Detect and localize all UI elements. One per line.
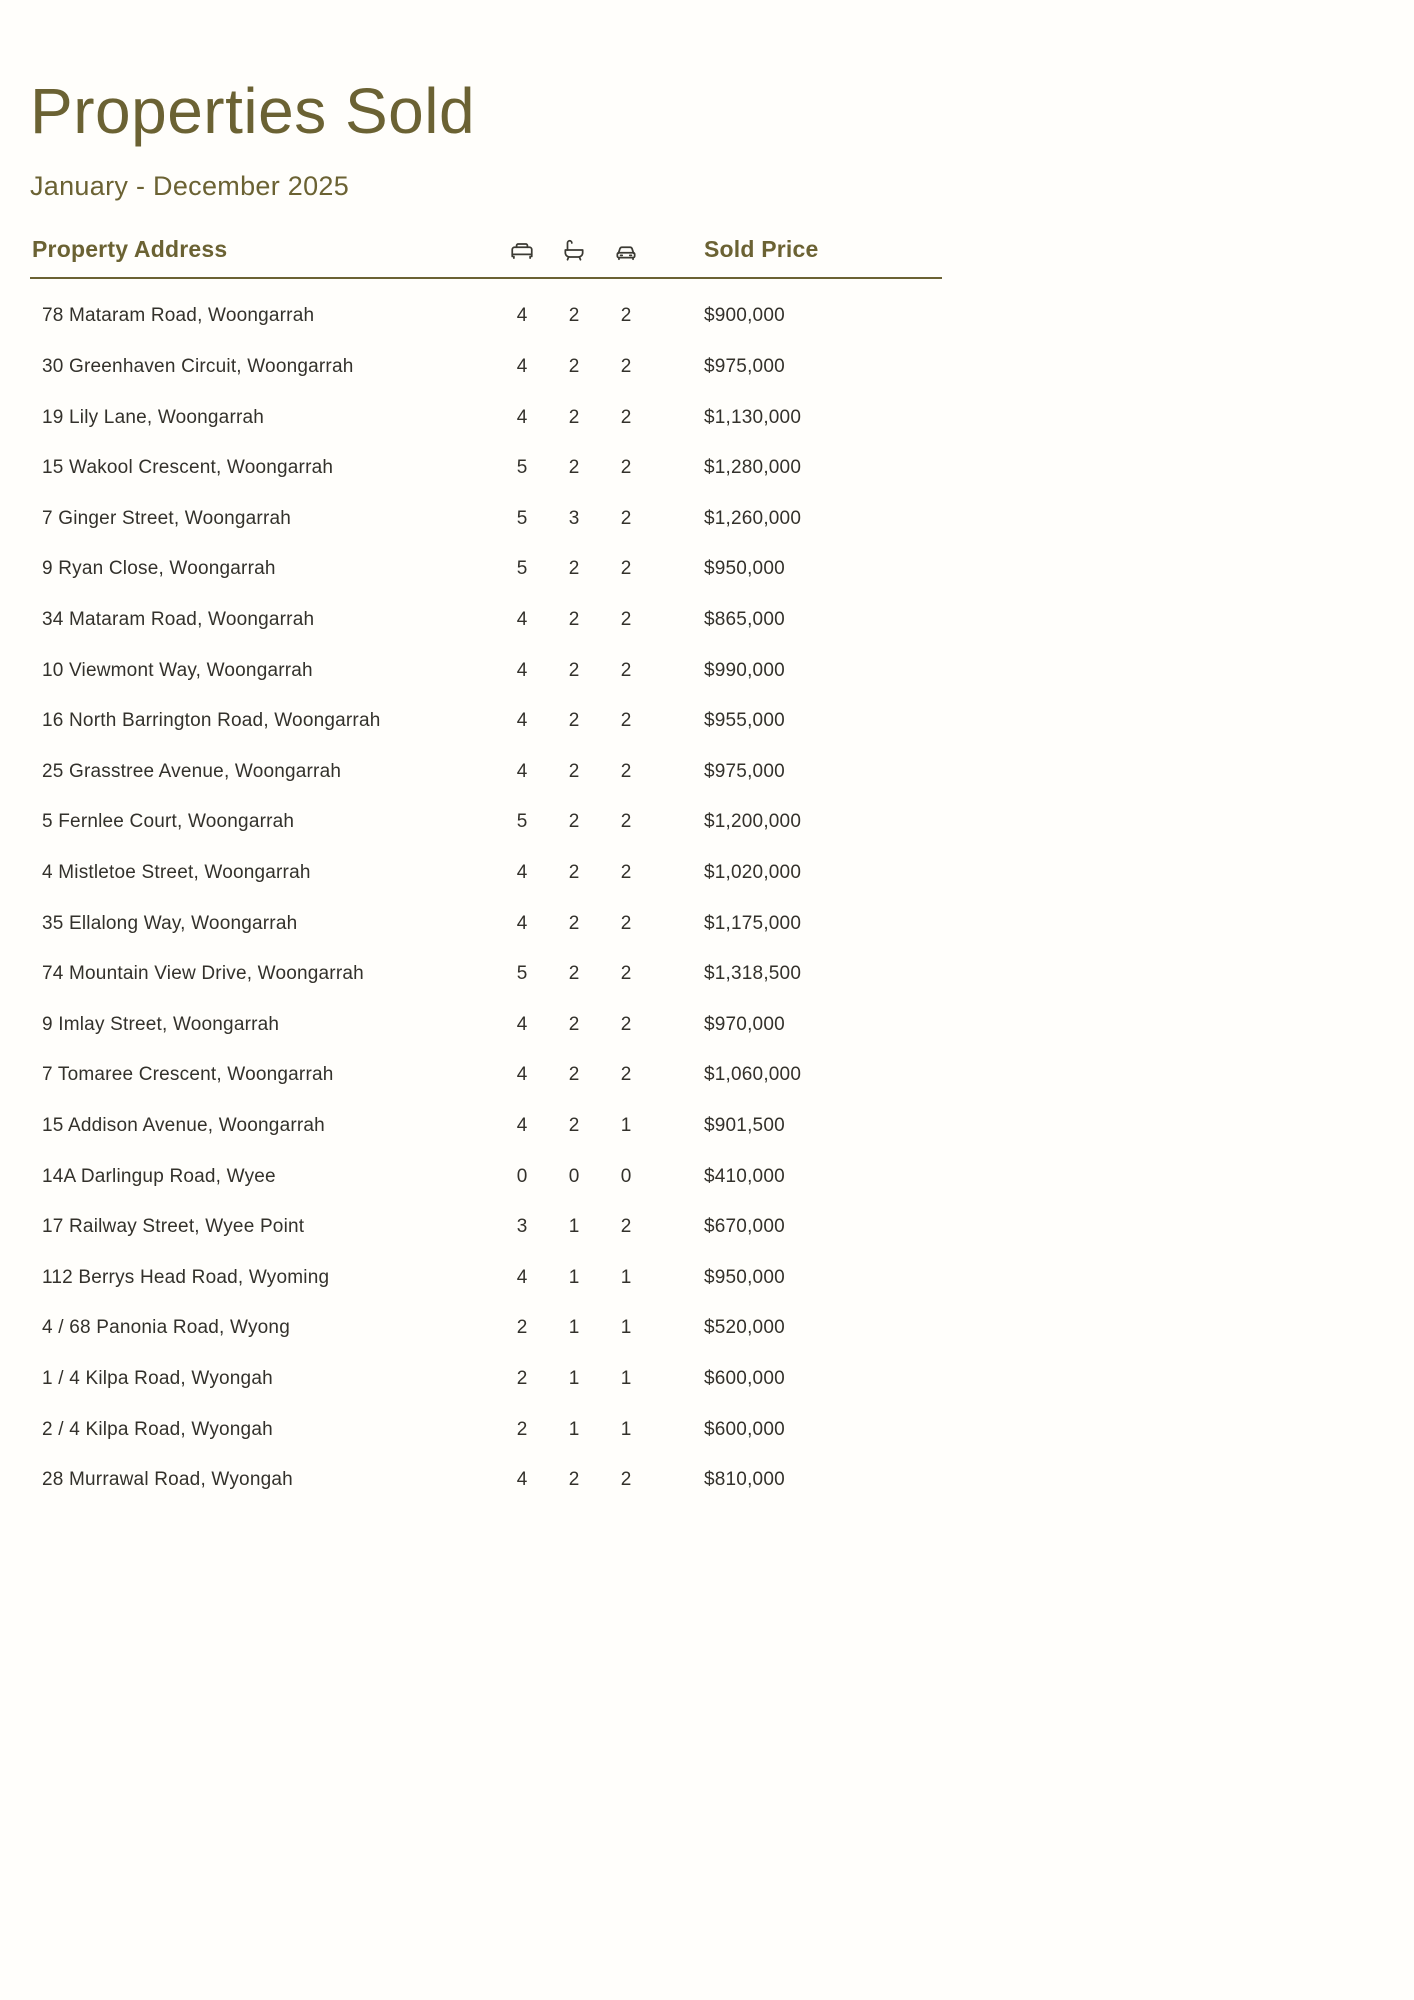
bed-icon — [496, 237, 548, 263]
baths-count-cell: 2 — [568, 1114, 580, 1136]
table-row — [30, 291, 942, 342]
properties-sold-table — [30, 236, 942, 1505]
table-row — [30, 392, 942, 443]
table-row — [30, 1151, 942, 1202]
beds-count-cell: 4 — [516, 1064, 528, 1086]
cars-count-cell: 2 — [620, 811, 632, 833]
property-address-cell: 35 Ellalong Way, Woongarrah — [42, 912, 298, 934]
beds-count-cell: 4 — [516, 1469, 528, 1491]
property-address-cell: 30 Greenhaven Circuit, Woongarrah — [42, 356, 354, 378]
property-address-cell: 28 Murrawal Road, Wyongah — [42, 1469, 293, 1491]
property-address-cell: 7 Ginger Street, Woongarrah — [42, 507, 292, 529]
sold-price-cell: $950,000 — [704, 558, 785, 580]
sold-price-cell: $1,020,000 — [704, 862, 802, 884]
baths-count-cell: 2 — [568, 558, 580, 580]
property-address-cell: 7 Tomaree Crescent, Woongarrah — [42, 1064, 334, 1086]
table-row — [30, 1252, 942, 1303]
table-row — [30, 1455, 942, 1506]
property-address-cell: 15 Addison Avenue, Woongarrah — [42, 1114, 325, 1136]
beds-count-cell: 4 — [516, 710, 528, 732]
table-row — [30, 443, 942, 494]
baths-count-cell: 2 — [568, 305, 580, 327]
property-address-cell: 10 Viewmont Way, Woongarrah — [42, 659, 313, 681]
sold-price-cell: $970,000 — [704, 1013, 785, 1035]
table-row — [30, 595, 942, 646]
beds-count-cell: 2 — [516, 1418, 528, 1440]
beds-count-cell: 4 — [516, 760, 528, 782]
bath-icon — [548, 237, 600, 263]
cars-count-cell: 2 — [620, 963, 632, 985]
sold-price-cell: $990,000 — [704, 659, 785, 681]
table-row — [30, 747, 942, 798]
baths-count-cell: 1 — [568, 1367, 580, 1389]
table-row — [30, 342, 942, 393]
sold-price-cell: $975,000 — [704, 356, 785, 378]
baths-count-cell: 2 — [568, 609, 580, 631]
beds-count-cell: 4 — [516, 659, 528, 681]
table-row — [30, 494, 942, 545]
property-address-cell: 9 Imlay Street, Woongarrah — [42, 1013, 280, 1035]
table-row — [30, 1354, 942, 1405]
property-address-cell: 1 / 4 Kilpa Road, Wyongah — [42, 1367, 273, 1389]
beds-count-cell: 4 — [516, 305, 528, 327]
sold-price-cell: $975,000 — [704, 760, 785, 782]
sold-price-cell: $1,060,000 — [704, 1064, 802, 1086]
beds-count-cell: 4 — [516, 1013, 528, 1035]
beds-count-cell: 0 — [516, 1165, 528, 1187]
property-address-cell: 17 Railway Street, Wyee Point — [42, 1216, 305, 1238]
table-row — [30, 544, 942, 595]
table-row — [30, 645, 942, 696]
baths-count-cell: 0 — [568, 1165, 580, 1187]
baths-count-cell: 2 — [568, 406, 580, 428]
baths-count-cell: 2 — [568, 710, 580, 732]
cars-count-cell: 2 — [620, 912, 632, 934]
property-address-cell: 78 Mataram Road, Woongarrah — [42, 305, 315, 327]
sold-price-cell: $900,000 — [704, 305, 785, 327]
sold-price-cell: $600,000 — [704, 1367, 785, 1389]
property-address-cell: 15 Wakool Crescent, Woongarrah — [42, 457, 334, 479]
beds-count-cell: 2 — [516, 1367, 528, 1389]
table-row — [30, 1101, 942, 1152]
cars-count-cell: 2 — [620, 356, 632, 378]
table-row — [30, 1404, 942, 1455]
property-address-cell: 19 Lily Lane, Woongarrah — [42, 406, 265, 428]
table-row — [30, 898, 942, 949]
property-address-cell: 16 North Barrington Road, Woongarrah — [42, 710, 381, 732]
beds-count-cell: 4 — [516, 609, 528, 631]
beds-count-cell: 5 — [516, 558, 528, 580]
cars-count-cell: 2 — [620, 1064, 632, 1086]
beds-count-cell: 2 — [516, 1317, 528, 1339]
property-address-cell: 9 Ryan Close, Woongarrah — [42, 558, 276, 580]
cars-count-cell: 2 — [620, 760, 632, 782]
cars-count-cell: 2 — [620, 1469, 632, 1491]
property-address-cell: 4 / 68 Panonia Road, Wyong — [42, 1317, 290, 1339]
sold-price-cell: $1,260,000 — [704, 507, 802, 529]
beds-count-cell: 4 — [516, 912, 528, 934]
sold-price-cell: $810,000 — [704, 1469, 785, 1491]
table-row — [30, 1202, 942, 1253]
property-address-cell: 4 Mistletoe Street, Woongarrah — [42, 862, 311, 884]
beds-count-cell: 5 — [516, 963, 528, 985]
beds-count-cell: 4 — [516, 1114, 528, 1136]
beds-count-cell: 4 — [516, 862, 528, 884]
sold-price-cell: $955,000 — [704, 710, 785, 732]
beds-count-cell: 4 — [516, 406, 528, 428]
cars-count-cell: 1 — [620, 1114, 632, 1136]
page-title: Properties Sold — [30, 75, 476, 147]
sold-price-cell: $520,000 — [704, 1317, 785, 1339]
cars-count-cell: 2 — [620, 710, 632, 732]
beds-count-cell: 5 — [516, 811, 528, 833]
cars-count-cell: 2 — [620, 1216, 632, 1238]
sold-price-cell: $1,200,000 — [704, 811, 802, 833]
baths-count-cell: 2 — [568, 1064, 580, 1086]
table-row — [30, 1303, 942, 1354]
baths-count-cell: 1 — [568, 1418, 580, 1440]
baths-count-cell: 2 — [568, 457, 580, 479]
baths-count-cell: 2 — [568, 356, 580, 378]
baths-count-cell: 2 — [568, 912, 580, 934]
sold-price-cell: $600,000 — [704, 1418, 785, 1440]
cars-count-cell: 2 — [620, 659, 632, 681]
beds-count-cell: 5 — [516, 457, 528, 479]
baths-count-cell: 2 — [568, 1013, 580, 1035]
property-address-cell: 74 Mountain View Drive, Woongarrah — [42, 963, 364, 985]
baths-count-cell: 2 — [568, 862, 580, 884]
baths-count-cell: 2 — [568, 963, 580, 985]
property-address-cell: 112 Berrys Head Road, Wyoming — [42, 1266, 330, 1288]
baths-count-cell: 2 — [568, 659, 580, 681]
cars-count-cell: 2 — [620, 457, 632, 479]
cars-count-cell: 2 — [620, 558, 632, 580]
column-header-property-address: Property Address — [32, 236, 228, 263]
page-subtitle: January - December 2025 — [30, 171, 350, 202]
table-row — [30, 949, 942, 1000]
table-row — [30, 797, 942, 848]
cars-count-cell: 2 — [620, 406, 632, 428]
property-address-cell: 25 Grasstree Avenue, Woongarrah — [42, 760, 342, 782]
table-row — [30, 696, 942, 747]
table-row — [30, 1050, 942, 1101]
sold-price-cell: $1,130,000 — [704, 406, 802, 428]
property-address-cell: 5 Fernlee Court, Woongarrah — [42, 811, 295, 833]
table-header-row — [30, 236, 942, 279]
sold-price-cell: $1,280,000 — [704, 457, 802, 479]
table-row — [30, 848, 942, 899]
cars-count-cell: 1 — [620, 1418, 632, 1440]
baths-count-cell: 3 — [568, 507, 580, 529]
sold-price-cell: $1,175,000 — [704, 912, 802, 934]
property-address-cell: 34 Mataram Road, Woongarrah — [42, 609, 315, 631]
beds-count-cell: 5 — [516, 507, 528, 529]
cars-count-cell: 1 — [620, 1317, 632, 1339]
baths-count-cell: 2 — [568, 811, 580, 833]
sold-price-cell: $410,000 — [704, 1165, 785, 1187]
cars-count-cell: 2 — [620, 862, 632, 884]
sold-price-cell: $865,000 — [704, 609, 785, 631]
car-icon — [600, 237, 652, 263]
baths-count-cell: 2 — [568, 760, 580, 782]
table-row — [30, 1000, 942, 1051]
cars-count-cell: 1 — [620, 1367, 632, 1389]
cars-count-cell: 2 — [620, 305, 632, 327]
cars-count-cell: 1 — [620, 1266, 632, 1288]
beds-count-cell: 4 — [516, 356, 528, 378]
property-address-cell: 14A Darlingup Road, Wyee — [42, 1165, 276, 1187]
sold-price-cell: $901,500 — [704, 1114, 785, 1136]
sold-price-cell: $1,318,500 — [704, 963, 802, 985]
cars-count-cell: 2 — [620, 609, 632, 631]
cars-count-cell: 2 — [620, 507, 632, 529]
table-body — [30, 279, 942, 1505]
cars-count-cell: 2 — [620, 1013, 632, 1035]
column-header-sold-price: Sold Price — [704, 236, 819, 263]
property-address-cell: 2 / 4 Kilpa Road, Wyongah — [42, 1418, 273, 1440]
sold-price-cell: $670,000 — [704, 1216, 785, 1238]
beds-count-cell: 3 — [516, 1216, 528, 1238]
sold-price-cell: $950,000 — [704, 1266, 785, 1288]
baths-count-cell: 1 — [568, 1266, 580, 1288]
baths-count-cell: 1 — [568, 1317, 580, 1339]
baths-count-cell: 2 — [568, 1469, 580, 1491]
beds-count-cell: 4 — [516, 1266, 528, 1288]
cars-count-cell: 0 — [620, 1165, 632, 1187]
baths-count-cell: 1 — [568, 1216, 580, 1238]
